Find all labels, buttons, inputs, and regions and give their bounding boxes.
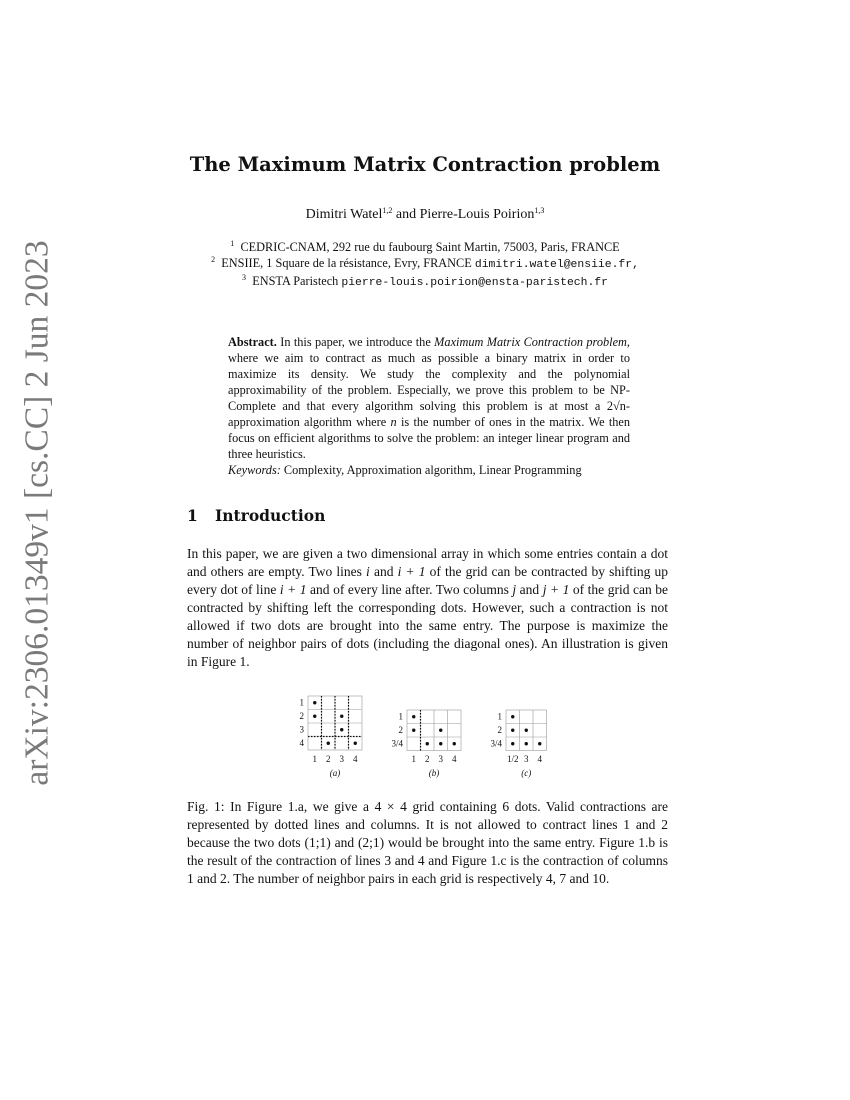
subfigure-label-b: (b) [428, 768, 440, 778]
col-label: 3 [524, 754, 529, 764]
row-label: 3/4 [490, 738, 502, 749]
col-label: 4 [452, 754, 457, 764]
approx-factor: 2√n [606, 399, 626, 413]
dot [538, 742, 541, 745]
dot [511, 729, 514, 732]
keywords-label: Keywords: [228, 463, 281, 477]
abstract-label: Abstract. [228, 335, 277, 349]
grid-c [490, 710, 546, 778]
intro-paragraph: In this paper, we are given a two dimensional array in which some entries contain a dot and others are empty. Two lines i and i + 1 of the grid can be contracted by shifting up every dot of line i + 1 and of every line after. Two columns j and j + 1 of the grid can be contracted by shifting left the corresponding dots. However, such a contraction is not allowed if two dots are brought into the same entry. The purpose is maximize the number of neighbor pairs of dots (including the diagonal ones). An illustration is given in Figure 1. [187, 546, 669, 669]
row-label: 1 [299, 697, 304, 708]
col-label: 3 [438, 754, 443, 764]
dot [412, 715, 415, 718]
col-label: 3 [339, 754, 344, 764]
author-1-affil: 1,2 [382, 206, 393, 215]
figure-1 [280, 690, 570, 785]
row-label: 2 [497, 725, 502, 735]
dot [426, 742, 429, 745]
col-label: 1 [411, 754, 416, 764]
arxiv-stamp [8, 240, 68, 786]
affiliation-3: $^3$ ENSTA Paristech pierre-louis.poirion@ensta-paristech.fr [242, 273, 608, 289]
dot [327, 742, 330, 745]
grid-b [391, 710, 461, 778]
subfigure-label-c: (c) [521, 768, 532, 778]
col-label: 1 [312, 754, 317, 764]
problem-name: Maximum Matrix Contraction problem [434, 335, 627, 349]
affiliation-1: $^1$ CEDRIC-CNAM, 292 rue du faubourg Saint Martin, 75003, Paris, FRANCE [230, 239, 620, 254]
email-watel[interactable]: dimitri.watel@ensiie.fr, [474, 259, 639, 271]
author-2-affil: 1,3 [534, 206, 545, 215]
keywords: Keywords: Complexity, Approximation algorithm, Linear Programming [228, 463, 582, 477]
row-label: 1 [398, 711, 403, 722]
dot [439, 729, 442, 732]
section-number: 1 [187, 506, 198, 525]
dot [313, 701, 316, 704]
caption-label: Fig. 1: [187, 799, 225, 814]
dot [412, 729, 415, 732]
row-label: 3 [299, 724, 304, 735]
abstract: Abstract. In this paper, we introduce the Maximum Matrix Contraction problem, where we aim to contract as much as possible a binary matrix in order to maximize its density. We study the complexity and the polynomial approximability of the problem. Especially, we prove this problem to be NP-Complete and that every algorithm solving this problem is at most a 2√n-approximation algorithm where n is the number of ones in the matrix. We then focus on efficient algorithms to solve the problem: an integer linear program and three heuristics. Keywords: Complexity, Approximation algorithm, Linear Programming [228, 335, 631, 477]
col-label: 4 [537, 754, 542, 764]
col-label: 2 [425, 754, 430, 764]
authors [0, 207, 850, 223]
section-heading [187, 506, 325, 525]
author-2: Pierre-Louis Poirion [419, 207, 535, 222]
email-poirion[interactable]: pierre-louis.poirion@ensta-paristech.fr [341, 277, 608, 289]
dot [340, 728, 343, 731]
subfigure-label-a: (a) [329, 768, 341, 778]
dot [511, 742, 514, 745]
dot [313, 715, 316, 718]
grid-a [300, 696, 363, 778]
dot [340, 715, 343, 718]
paper-title: The Maximum Matrix Contraction problem [189, 153, 661, 176]
dot [511, 715, 514, 718]
arxiv-stamp-text: arXiv:2306.01349v1 [cs.CC] 2 Jun 2023 [19, 240, 56, 786]
authors-and: and [395, 207, 417, 222]
figure-1-svg [280, 690, 570, 785]
row-label: 1 [497, 711, 502, 722]
dot [525, 742, 528, 745]
author-1: Dimitri Watel [305, 207, 383, 222]
affiliation-2: $^2$ ENSIIE, 1 Square de la résistance, Evry, FRANCE dimitri.watel@ensiie.fr, [211, 255, 639, 271]
figure-caption: Fig. 1: In Figure 1.a, we give a 4 × 4 grid containing 6 dots. Valid contractions are represented by dotted lines and columns. It is not allowed to contract lines 1 and 2 because the two dots (1;1) and (2;1) would be brought into the same entry. Figure 1.b is the result of the contraction of lines 3 and 4 and Figure 1.c is the contraction of columns 1 and 2. The number of neighbor pairs in each grid is respectively 4, 7 and 10. [187, 799, 669, 886]
col-label: 2 [326, 754, 331, 764]
row-label: 2 [398, 725, 403, 735]
affiliations [0, 239, 850, 291]
dot [453, 742, 456, 745]
section-title: Introduction [215, 506, 326, 525]
row-label: 2 [299, 711, 304, 721]
col-label: 4 [353, 754, 358, 764]
row-label: 3/4 [391, 738, 403, 749]
row-label: 4 [299, 738, 304, 748]
dot [525, 729, 528, 732]
col-label: 1/2 [506, 754, 519, 764]
dot [439, 742, 442, 745]
dot [354, 742, 357, 745]
